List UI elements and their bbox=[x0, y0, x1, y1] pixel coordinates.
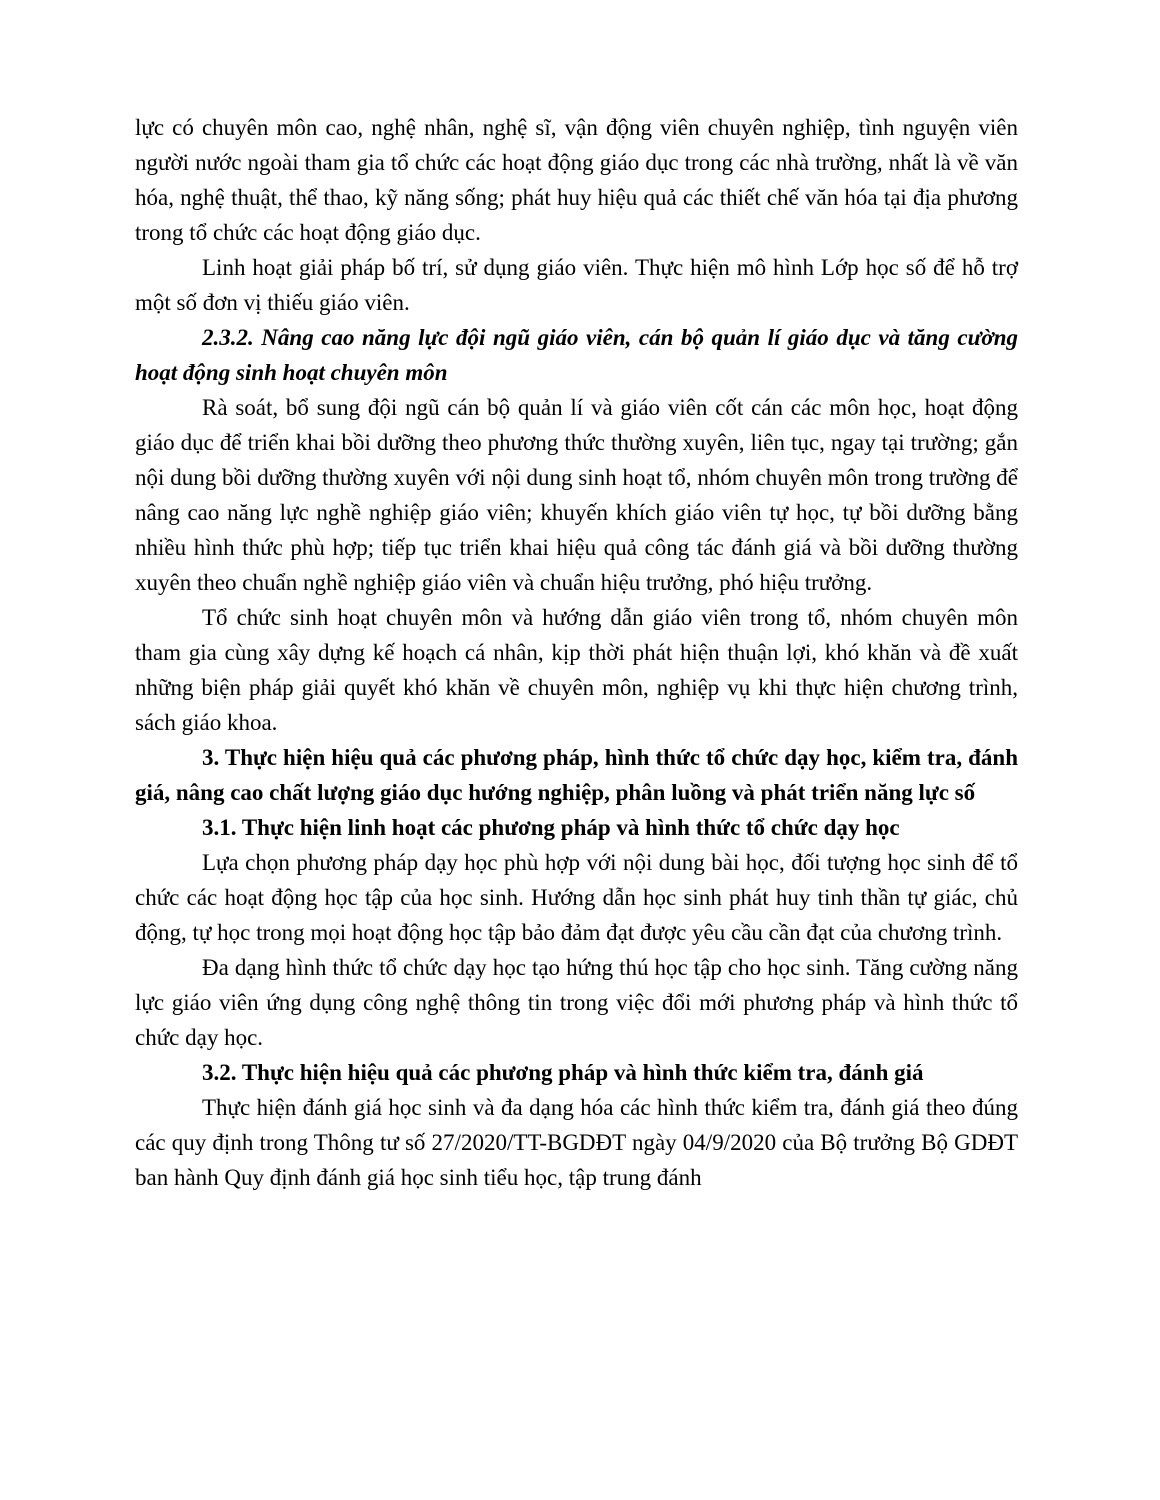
paragraph: Thực hiện đánh giá học sinh và đa dạng hóa các hình thức kiểm tra, đánh giá theo đúng các quy định trong Thông tư số 27/2020/TT-BGDĐT ngày 04/9/2020 của Bộ trưởng Bộ GDĐT ban hành Quy định đánh giá học sinh tiểu học, tập trung đánh bbox=[135, 1095, 1018, 1190]
section-heading: 3. Thực hiện hiệu quả các phương pháp, hình thức tổ chức dạy học, kiểm tra, đánh giá, nâng cao chất lượng giáo dục hướng nghiệp, phân luồng và phát triển năng lực số bbox=[135, 745, 1018, 805]
paragraph: Linh hoạt giải pháp bố trí, sử dụng giáo viên. Thực hiện mô hình Lớp học số để hỗ trợ một số đơn vị thiếu giáo viên. bbox=[135, 255, 1018, 315]
section-heading: 3.2. Thực hiện hiệu quả các phương pháp và hình thức kiểm tra, đánh giá bbox=[202, 1060, 924, 1085]
paragraph: Đa dạng hình thức tổ chức dạy học tạo hứng thú học tập cho học sinh. Tăng cường năng lực giáo viên ứng dụng công nghệ thông tin trong việc đổi mới phương pháp và hình thức tổ chức dạy học. bbox=[135, 955, 1018, 1050]
document-body bbox=[135, 110, 1018, 1195]
paragraph: Rà soát, bổ sung đội ngũ cán bộ quản lí và giáo viên cốt cán các môn học, hoạt động giáo dục để triển khai bồi dưỡng theo phương thức thường xuyên, liên tục, ngay tại trường; gắn nội dung bồi dưỡng thường xuyên với nội dung sinh hoạt tổ, nhóm chuyên môn trong trường để nâng cao năng lực nghề nghiệp giáo viên; khuyến khích giáo viên tự học, tự bồi dưỡng bằng nhiều hình thức phù hợp; tiếp tục triển khai hiệu quả công tác đánh giá và bồi dưỡng thường xuyên theo chuẩn nghề nghiệp giáo viên và chuẩn hiệu trưởng, phó hiệu trưởng. bbox=[135, 395, 1018, 595]
section-heading: 2.3.2. Nâng cao năng lực đội ngũ giáo viên, cán bộ quản lí giáo dục và tăng cường hoạt động sinh hoạt chuyên môn bbox=[135, 325, 1018, 385]
paragraph: lực có chuyên môn cao, nghệ nhân, nghệ sĩ, vận động viên chuyên nghiệp, tình nguyện viên người nước ngoài tham gia tổ chức các hoạt động giáo dục trong các nhà trường, nhất là về văn hóa, nghệ thuật, thể thao, kỹ năng sống; phát huy hiệu quả các thiết chế văn hóa tại địa phương trong tổ chức các hoạt động giáo dục. bbox=[135, 115, 1018, 245]
section-heading: 3.1. Thực hiện linh hoạt các phương pháp và hình thức tổ chức dạy học bbox=[202, 815, 900, 840]
paragraph: Lựa chọn phương pháp dạy học phù hợp với nội dung bài học, đối tượng học sinh để tổ chức các hoạt động học tập của học sinh. Hướng dẫn học sinh phát huy tinh thần tự giác, chủ động, tự học trong mọi hoạt động học tập bảo đảm đạt được yêu cầu cần đạt của chương trình. bbox=[135, 850, 1018, 945]
paragraph: Tổ chức sinh hoạt chuyên môn và hướng dẫn giáo viên trong tổ, nhóm chuyên môn tham gia cùng xây dựng kế hoạch cá nhân, kịp thời phát hiện thuận lợi, khó khăn và đề xuất những biện pháp giải quyết khó khăn về chuyên môn, nghiệp vụ khi thực hiện chương trình, sách giáo khoa. bbox=[135, 605, 1018, 735]
